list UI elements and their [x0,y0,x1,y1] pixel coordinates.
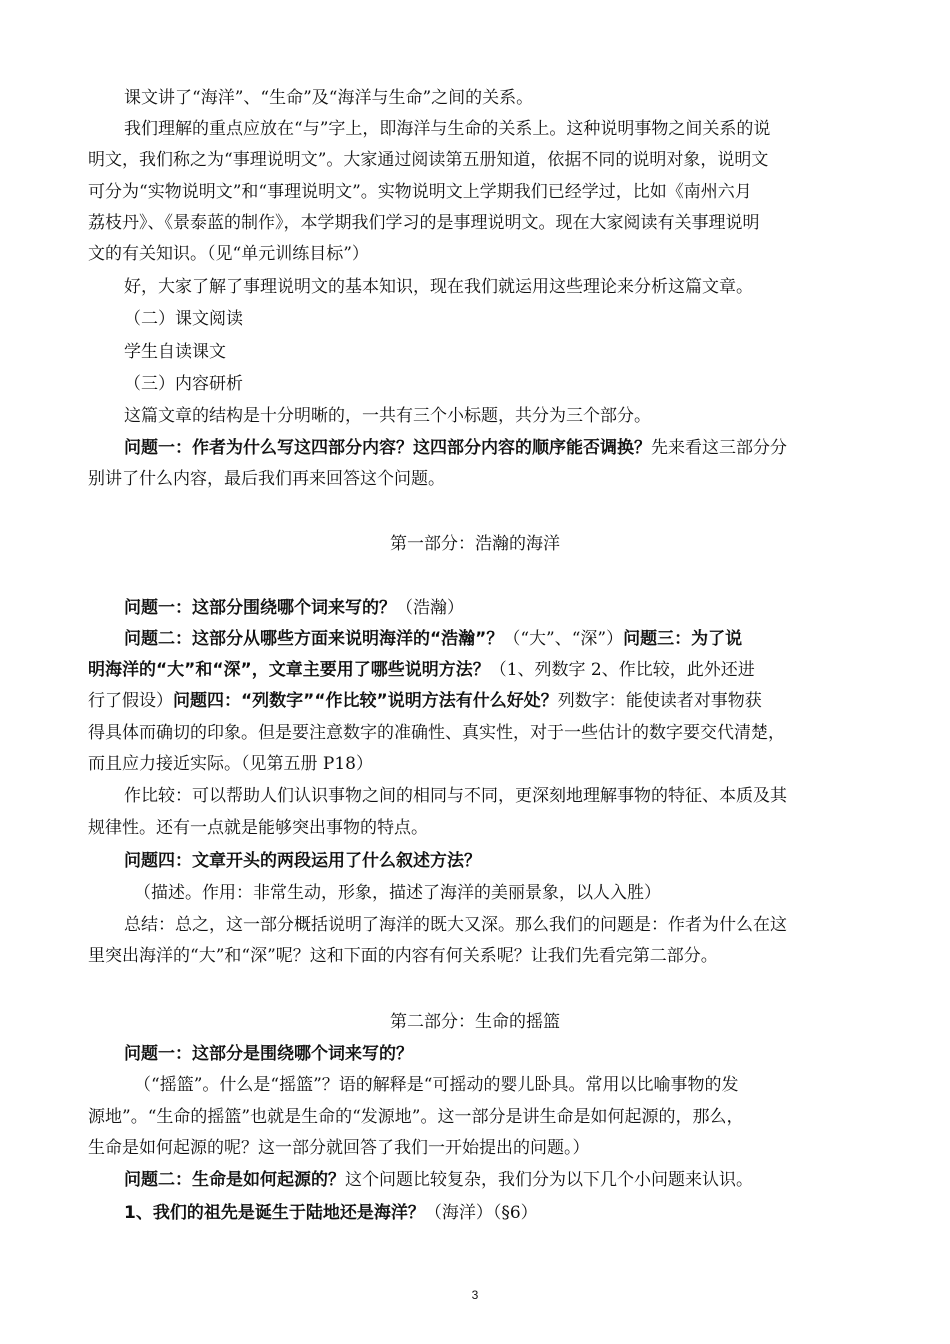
part-title: 第一部分：浩瀚的海洋 [390,534,560,554]
question-line [124,627,742,651]
question-text: 问题四：“列数字”“作比较”说明方法有什么好处？ [173,691,558,711]
paragraph-line: 规律性。还有一点就是能够突出事物的特点。 [88,818,428,838]
page-number: 3 [471,1288,479,1302]
answer-line: 生命是如何起源的呢？这一部分就回答了我们一开始提出的问题。） [88,1138,590,1158]
part-title: 第二部分：生命的摇篮 [390,1012,560,1032]
section-heading: （二）课文阅读 [124,309,243,329]
question-line [124,596,464,620]
paragraph-line: 我们理解的重点应放在“与”字上，即海洋与生命的关系上。这种说明事物之间关系的说 [124,119,771,139]
question-text: 问题三：为了说 [623,629,743,649]
answer-text: （“大”、“深”） [503,629,624,649]
paragraph-line: 得具体而确切的印象。但是要注意数字的准确性、真实性，对于一些估计的数字要交代清楚， [88,723,785,743]
paragraph-line: 别讲了什么内容，最后我们再来回答这个问题。 [88,469,445,489]
answer-line: （描述。作用：非常生动，形象，描述了海洋的美丽景象，以人入胜） [134,883,661,903]
paragraph-text: 列数字：能使读者对事物获 [557,691,762,711]
paragraph-line: 这篇文章的结构是十分明晰的，一共有三个小标题，共分为三个部分。 [124,406,651,426]
section-heading: （三）内容研析 [124,374,243,394]
question-text: 问题二：生命是如何起源的？ [124,1170,345,1190]
question-text: 问题一：作者为什么写这四部分内容？这四部分内容的顺序能否调换？ [124,438,651,458]
paragraph-line: 课文讲了“海洋”、“生命”及“海洋与生命”之间的关系。 [124,88,534,108]
question-line [124,1201,538,1225]
question-line [88,658,755,682]
paragraph-line: 作比较：可以帮助人们认识事物之间的相同与不同，更深刻地理解事物的特征、本质及其 [124,786,787,806]
answer-text: （海洋）（§6） [424,1203,538,1223]
question-text: 明海洋的“大”和“深”，文章主要用了哪些说明方法？ [88,660,490,680]
paragraph-line: 文的有关知识。（见“单元训练目标”） [88,244,369,264]
question-text: 问题四：文章开头的两段运用了什么叙述方法？ [124,851,481,871]
answer-line: （“摇篮”。什么是“摇篮”？语的解释是“可摇动的婴儿卧具。常用以比喻事物的发 [134,1075,739,1095]
question-line [124,436,787,460]
paragraph-line: 明文，我们称之为“事理说明文”。大家通过阅读第五册知道，依据不同的说明对象，说明文 [88,150,769,170]
paragraph-line: 可分为“实物说明文”和“事理说明文”。实物说明文上学期我们已经学过，比如《南州六月 [88,182,752,202]
paragraph-line: 好，大家了解了事理说明文的基本知识，现在我们就运用这些理论来分析这篇文章。 [124,277,753,297]
paragraph-line: 荔枝丹》、《景泰蓝的制作》，本学期我们学习的是事理说明文。现在大家阅读有关事理说明 [88,213,760,233]
question-line [88,689,762,713]
answer-text: （1、列数字 2、作比较，此外还进 [489,660,755,680]
paragraph-line: 总结：总之，这一部分概括说明了海洋的既大又深。那么我们的问题是：作者为什么在这 [124,915,787,935]
paragraph-text: 先来看这三部分分 [651,438,787,458]
paragraph-line: 里突出海洋的“大”和“深”呢？这和下面的内容有何关系呢？让我们先看完第二部分。 [88,946,718,966]
question-text: 问题一：这部分是围绕哪个词来写的？ [124,1044,413,1064]
paragraph-line: 而且应力接近实际。（见第五册 P18） [88,754,373,774]
question-text: 问题二：这部分从哪些方面来说明海洋的“浩瀚”？ [124,629,504,649]
answer-text: 行了假设） [88,691,173,711]
answer-text: （浩瀚） [396,598,464,618]
question-text: 1、我们的祖先是诞生于陆地还是海洋？ [124,1203,425,1223]
answer-line: 源地”。“生命的摇篮”也就是生命的“发源地”。这一部分是讲生命是如何起源的，那么， [88,1107,744,1127]
question-line [124,1168,753,1192]
paragraph-text: 这个问题比较复杂，我们分为以下几个小问题来认识。 [345,1170,753,1190]
paragraph-line: 学生自读课文 [124,342,226,362]
question-text: 问题一：这部分围绕哪个词来写的？ [124,598,396,618]
